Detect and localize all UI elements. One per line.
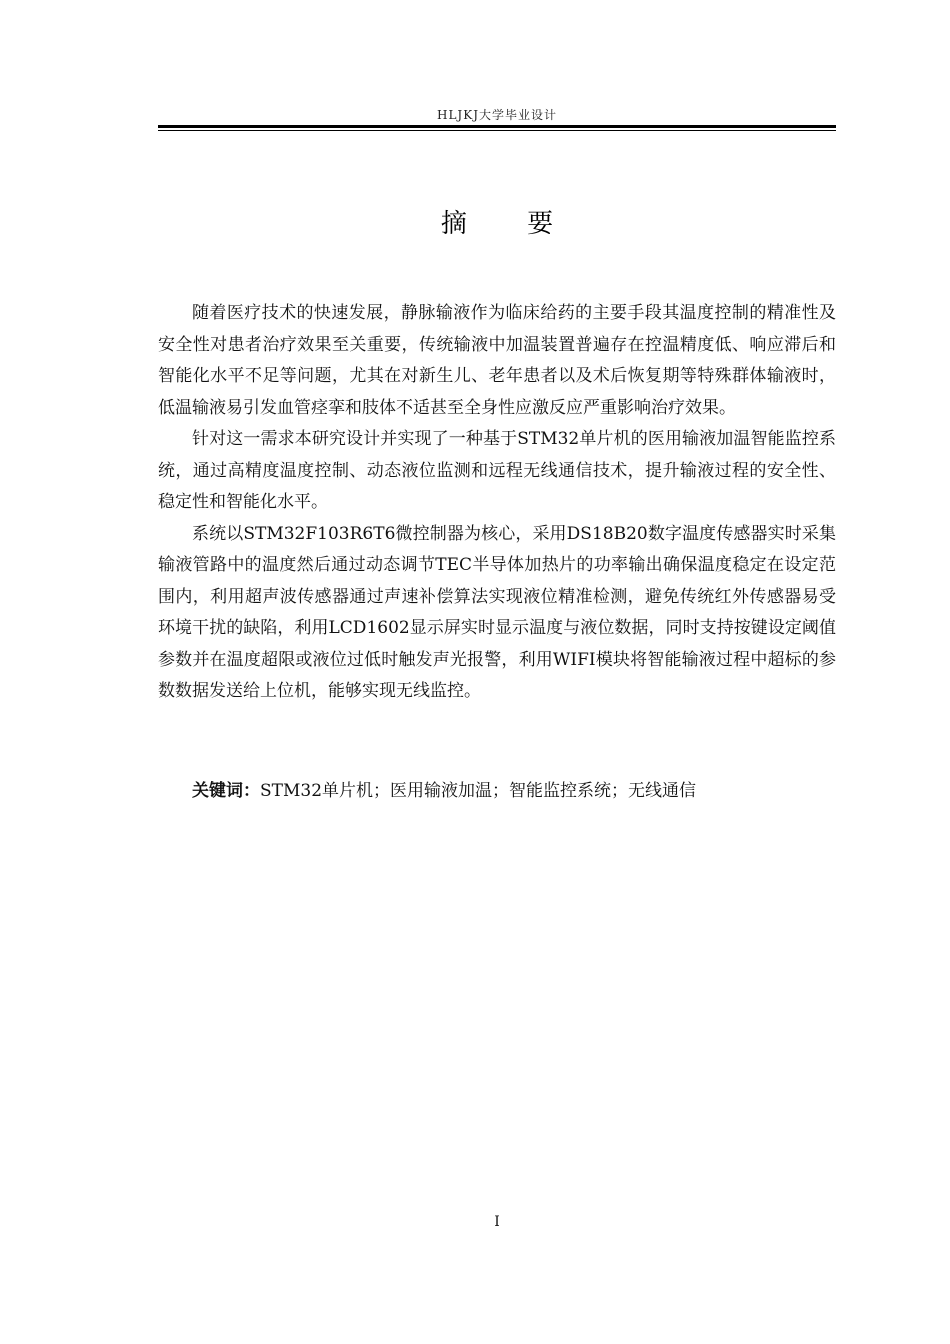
keywords-label: 关键词：	[192, 781, 260, 801]
abstract-body	[158, 298, 836, 708]
keywords-text: STM32单片机；医用输液加温；智能监控系统；无线通信	[260, 781, 697, 801]
page-number: I	[494, 1214, 500, 1230]
running-header: HLJKJ大学毕业设计	[436, 108, 558, 122]
abstract-paragraph: 随着医疗技术的快速发展，静脉输液作为临床给药的主要手段其温度控制的精准性及安全性对患者治疗效果至关重要，传统输液中加温装置普遍存在控温精度低、响应滞后和智能化水平不足等问题，尤其在对新生儿、老年患者以及术后恢复期等特殊群体输液时，低温输液易引发血管痉挛和肢体不适甚至全身性应激反应严重影响治疗效果。	[158, 303, 836, 418]
abstract-paragraph: 系统以STM32F103R6T6微控制器为核心，采用DS18B20数字温度传感器实时采集输液管路中的温度然后通过动态调节TEC半导体加热片的功率输出确保温度稳定在设定范围内，利用超声波传感器通过声速补偿算法实现液位精准检测，避免传统红外传感器易受环境干扰的缺陷，利用LCD1602显示屏实时显示温度与液位数据，同时支持按键设定阈值参数并在温度超限或液位过低时触发声光报警，利用WIFI模块将智能输液过程中超标的参数数据发送给上位机，能够实现无线监控。	[158, 523, 836, 701]
keywords-line	[158, 776, 836, 801]
abstract-paragraph: 针对这一需求本研究设计并实现了一种基于STM32单片机的医用输液加温智能监控系统，通过高精度温度控制、动态液位监测和远程无线通信技术，提升输液过程的安全性、稳定性和智能化水平。	[158, 429, 836, 512]
header-rule-thin	[158, 130, 836, 131]
abstract-title: 摘 要	[440, 209, 580, 239]
header-rule-thick	[158, 125, 836, 128]
